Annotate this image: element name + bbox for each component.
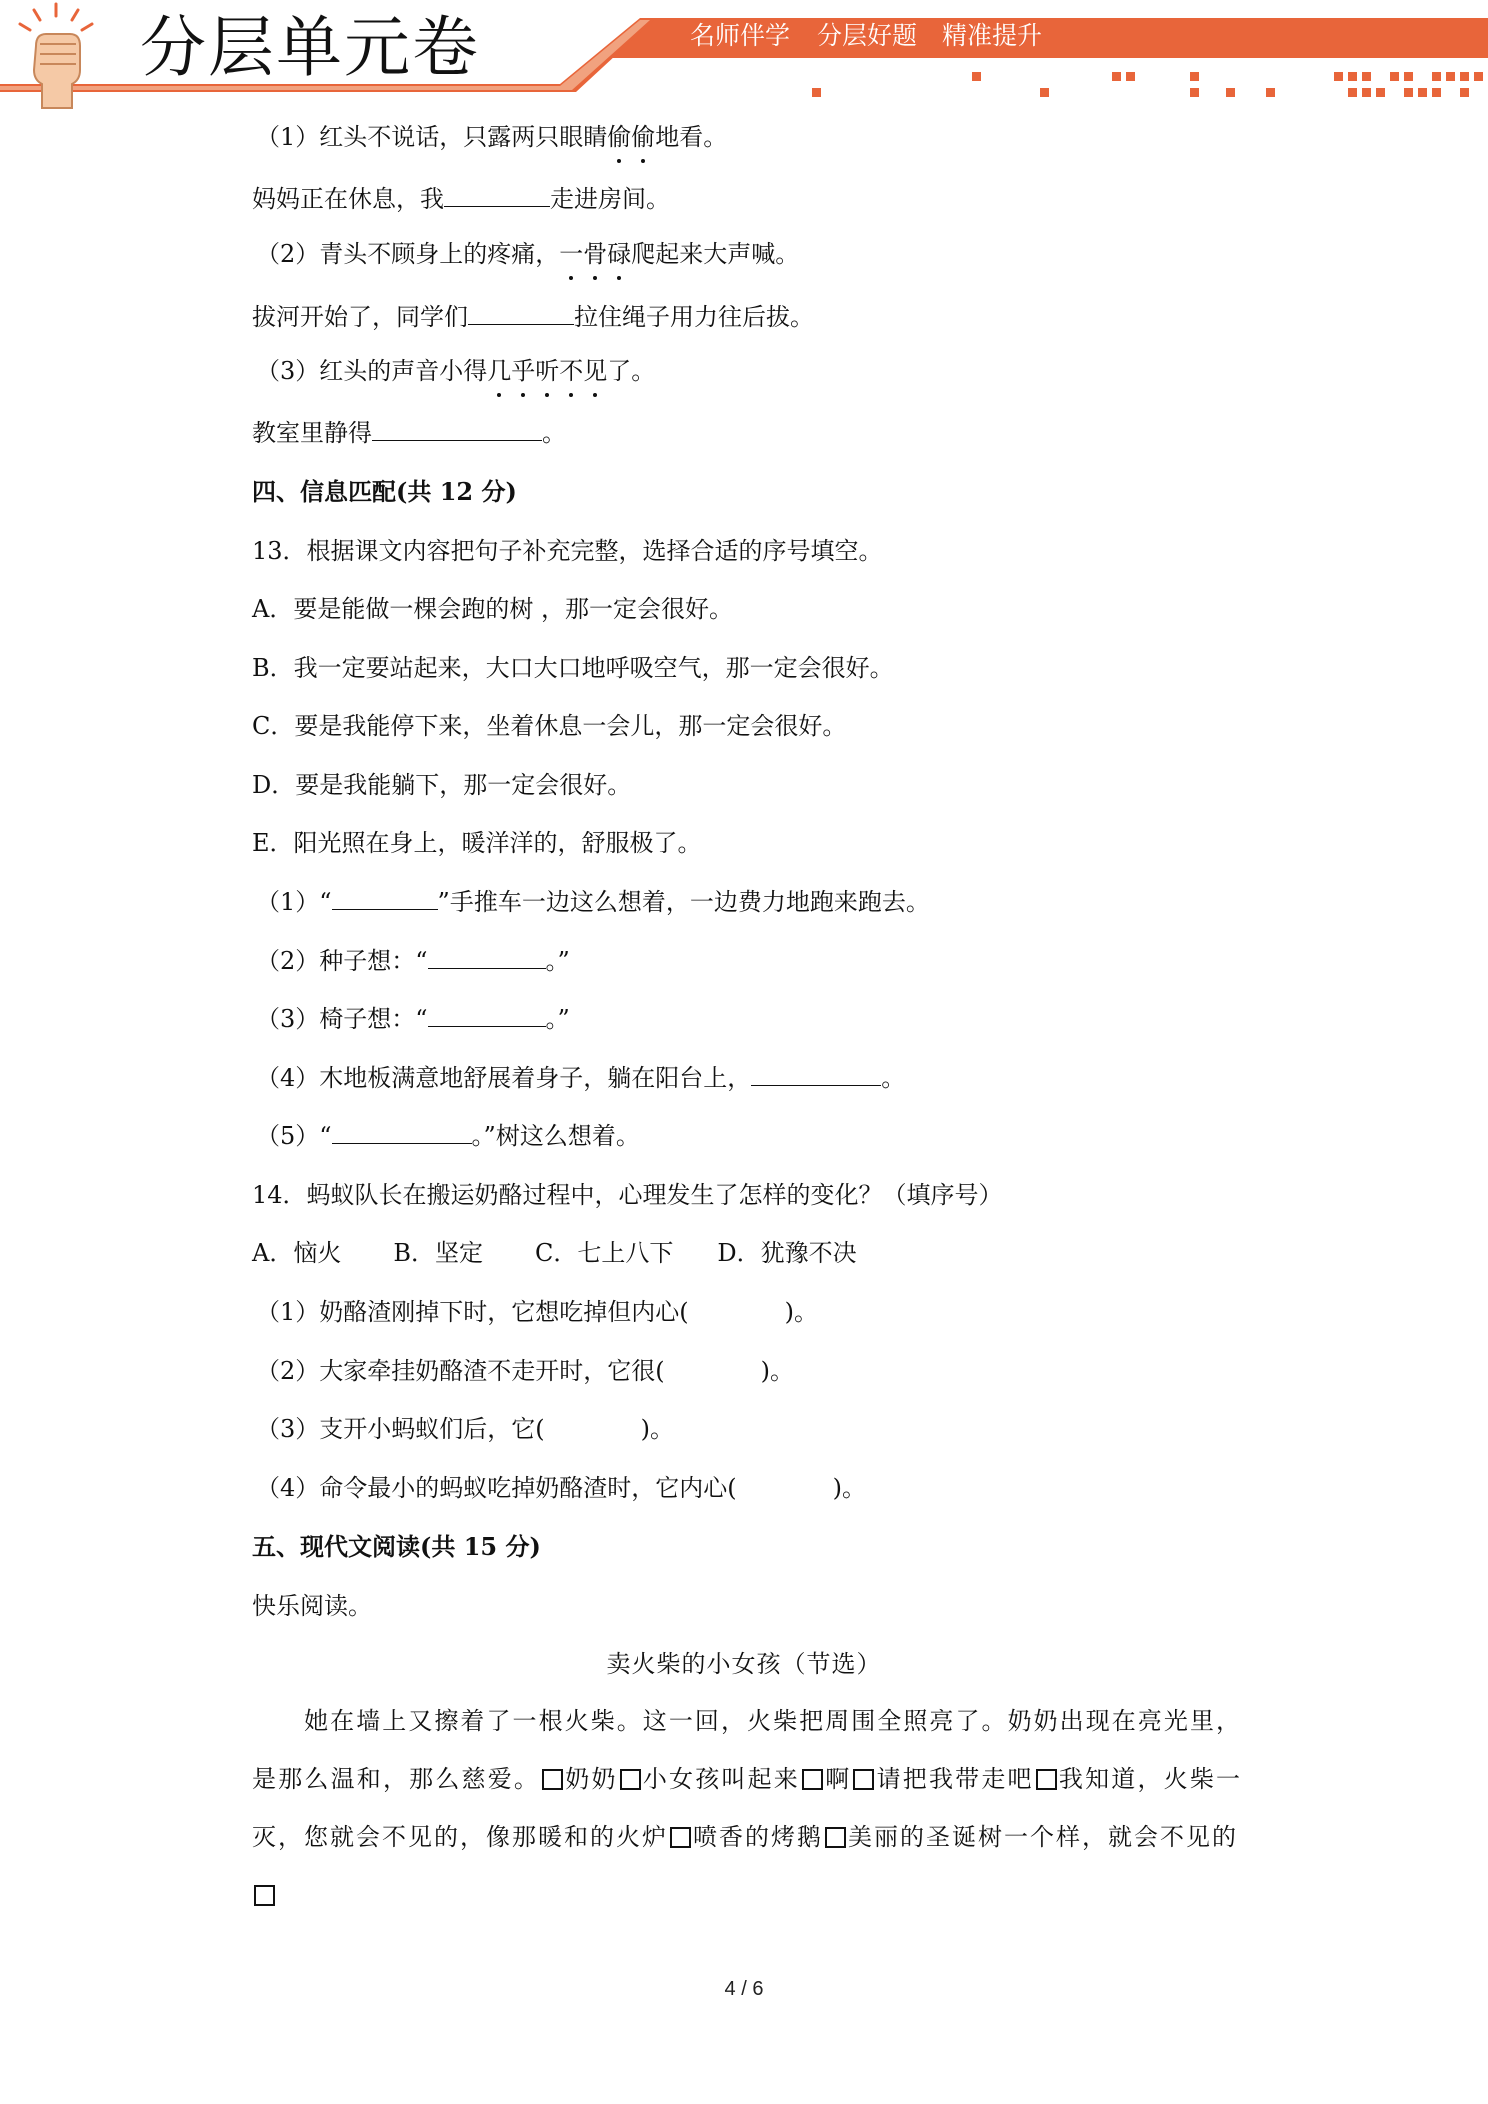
- section-4-heading: 四、信息匹配(共 12 分): [252, 477, 517, 506]
- punctuation-box[interactable]: [853, 1769, 874, 1790]
- punctuation-box[interactable]: [254, 1885, 275, 1906]
- answer-blank[interactable]: [332, 885, 438, 910]
- page-number: 4 / 6: [724, 1978, 764, 2000]
- option-e: E．阳光照在身上，暖洋洋的，舒服极了。: [252, 829, 702, 857]
- emphasis-dotted-word: 一骨碌: [559, 240, 631, 268]
- punctuation-box[interactable]: [1036, 1769, 1057, 1790]
- punctuation-box[interactable]: [670, 1827, 691, 1848]
- q13-item-2: （2）种子想：“ 。”: [256, 944, 570, 978]
- raised-fist-logo-icon: [6, 0, 106, 112]
- punctuation-box[interactable]: [542, 1769, 563, 1790]
- q14-option-a: A．恼火: [252, 1239, 342, 1267]
- q14-options: [252, 1236, 857, 1270]
- punctuation-box[interactable]: [802, 1769, 823, 1790]
- section-5-heading: 五、现代文阅读(共 15 分): [252, 1532, 541, 1561]
- question-14-stem: 14．蚂蚁队长在搬运奶酪过程中，心理发生了怎样的变化？（填序号）: [252, 1181, 1003, 1209]
- q-word-prompt-1: （1）红头不说话，只露两只眼睛偷偷地看。: [256, 120, 727, 154]
- story-title: 卖火柴的小女孩（节选）: [606, 1650, 882, 1678]
- q14-option-c: C．七上八下: [534, 1239, 674, 1267]
- q14-item-2: （2）大家牵挂奶酪渣不走开时，它很( )。: [256, 1357, 795, 1385]
- q13-item-1: （1）“ ”手推车一边这么想着，一边费力地跑来跑去。: [256, 885, 930, 919]
- fill-sentence-1: 妈妈正在休息，我 走进房间。: [252, 182, 670, 216]
- option-c: C．要是我能停下来，坐着休息一会儿，那一定会很好。: [252, 712, 847, 740]
- q-word-prompt-3: （3）红头的声音小得几乎听不见了。: [256, 354, 655, 388]
- emphasis-dotted-word: 偷偷: [607, 123, 655, 151]
- slogan-1: 名师伴学: [690, 21, 791, 50]
- slogan-2: 分层好题: [817, 21, 918, 50]
- brand-title: 分层单元卷: [140, 9, 480, 86]
- slogan-3: 精准提升: [942, 21, 1043, 50]
- answer-blank[interactable]: [332, 1119, 472, 1144]
- q-word-prompt-2: （2）青头不顾身上的疼痛，一骨碌爬起来大声喊。: [256, 237, 799, 271]
- q14-option-d: D．犹豫不决: [717, 1239, 857, 1267]
- answer-blank[interactable]: [751, 1061, 881, 1086]
- q13-item-3: （3）椅子想：“ 。”: [256, 1002, 570, 1036]
- q14-item-3: （3）支开小蚂蚁们后，它( )。: [256, 1415, 675, 1443]
- page-header: [0, 0, 1488, 112]
- fill-sentence-3: 教室里静得 。: [252, 416, 566, 450]
- option-d: D．要是我能躺下，那一定会很好。: [252, 771, 632, 799]
- q13-item-5: （5）“ 。”树这么想着。: [256, 1119, 640, 1153]
- punctuation-box[interactable]: [620, 1769, 641, 1790]
- fill-sentence-2: 拔河开始了，同学们 拉住绳子用力往后拔。: [252, 300, 814, 334]
- q14-item-1: （1）奶酪渣刚掉下时，它想吃掉但内心( )。: [256, 1298, 819, 1326]
- question-13-stem: 13．根据课文内容把句子补充完整，选择合适的序号填空。: [252, 537, 883, 565]
- story-passage: 她在墙上又擦着了一根火柴。这一回，火柴把周围全照亮了。奶奶出现在亮光里，是那么温和，那么慈爱。 奶奶 小女孩叫起来 啊 请把我带走吧 我知道，火柴一灭，您就会不见的，像那暖和的火炉 喷香的烤鹅 美丽的圣诞树一个样，就会不见的: [252, 1692, 1242, 1924]
- option-b: B．我一定要站起来，大口大口地呼吸空气，那一定会很好。: [252, 654, 894, 682]
- option-a: A．要是能做一棵会跑的树 ，那一定会很好。: [252, 595, 733, 623]
- q14-item-4: （4）命令最小的蚂蚁吃掉奶酪渣时，它内心( )。: [256, 1474, 867, 1502]
- answer-blank[interactable]: [428, 1002, 546, 1027]
- answer-blank[interactable]: [372, 416, 542, 441]
- reading-intro: 快乐阅读。: [252, 1592, 372, 1620]
- emphasis-dotted-word: 几乎听不见: [487, 357, 607, 385]
- answer-blank[interactable]: [468, 300, 574, 325]
- punctuation-box[interactable]: [825, 1827, 846, 1848]
- q13-item-4: （4）木地板满意地舒展着身子，躺在阳台上， 。: [256, 1061, 905, 1095]
- q14-option-b: B．坚定: [393, 1239, 483, 1267]
- answer-blank[interactable]: [428, 944, 546, 969]
- answer-blank[interactable]: [444, 182, 550, 207]
